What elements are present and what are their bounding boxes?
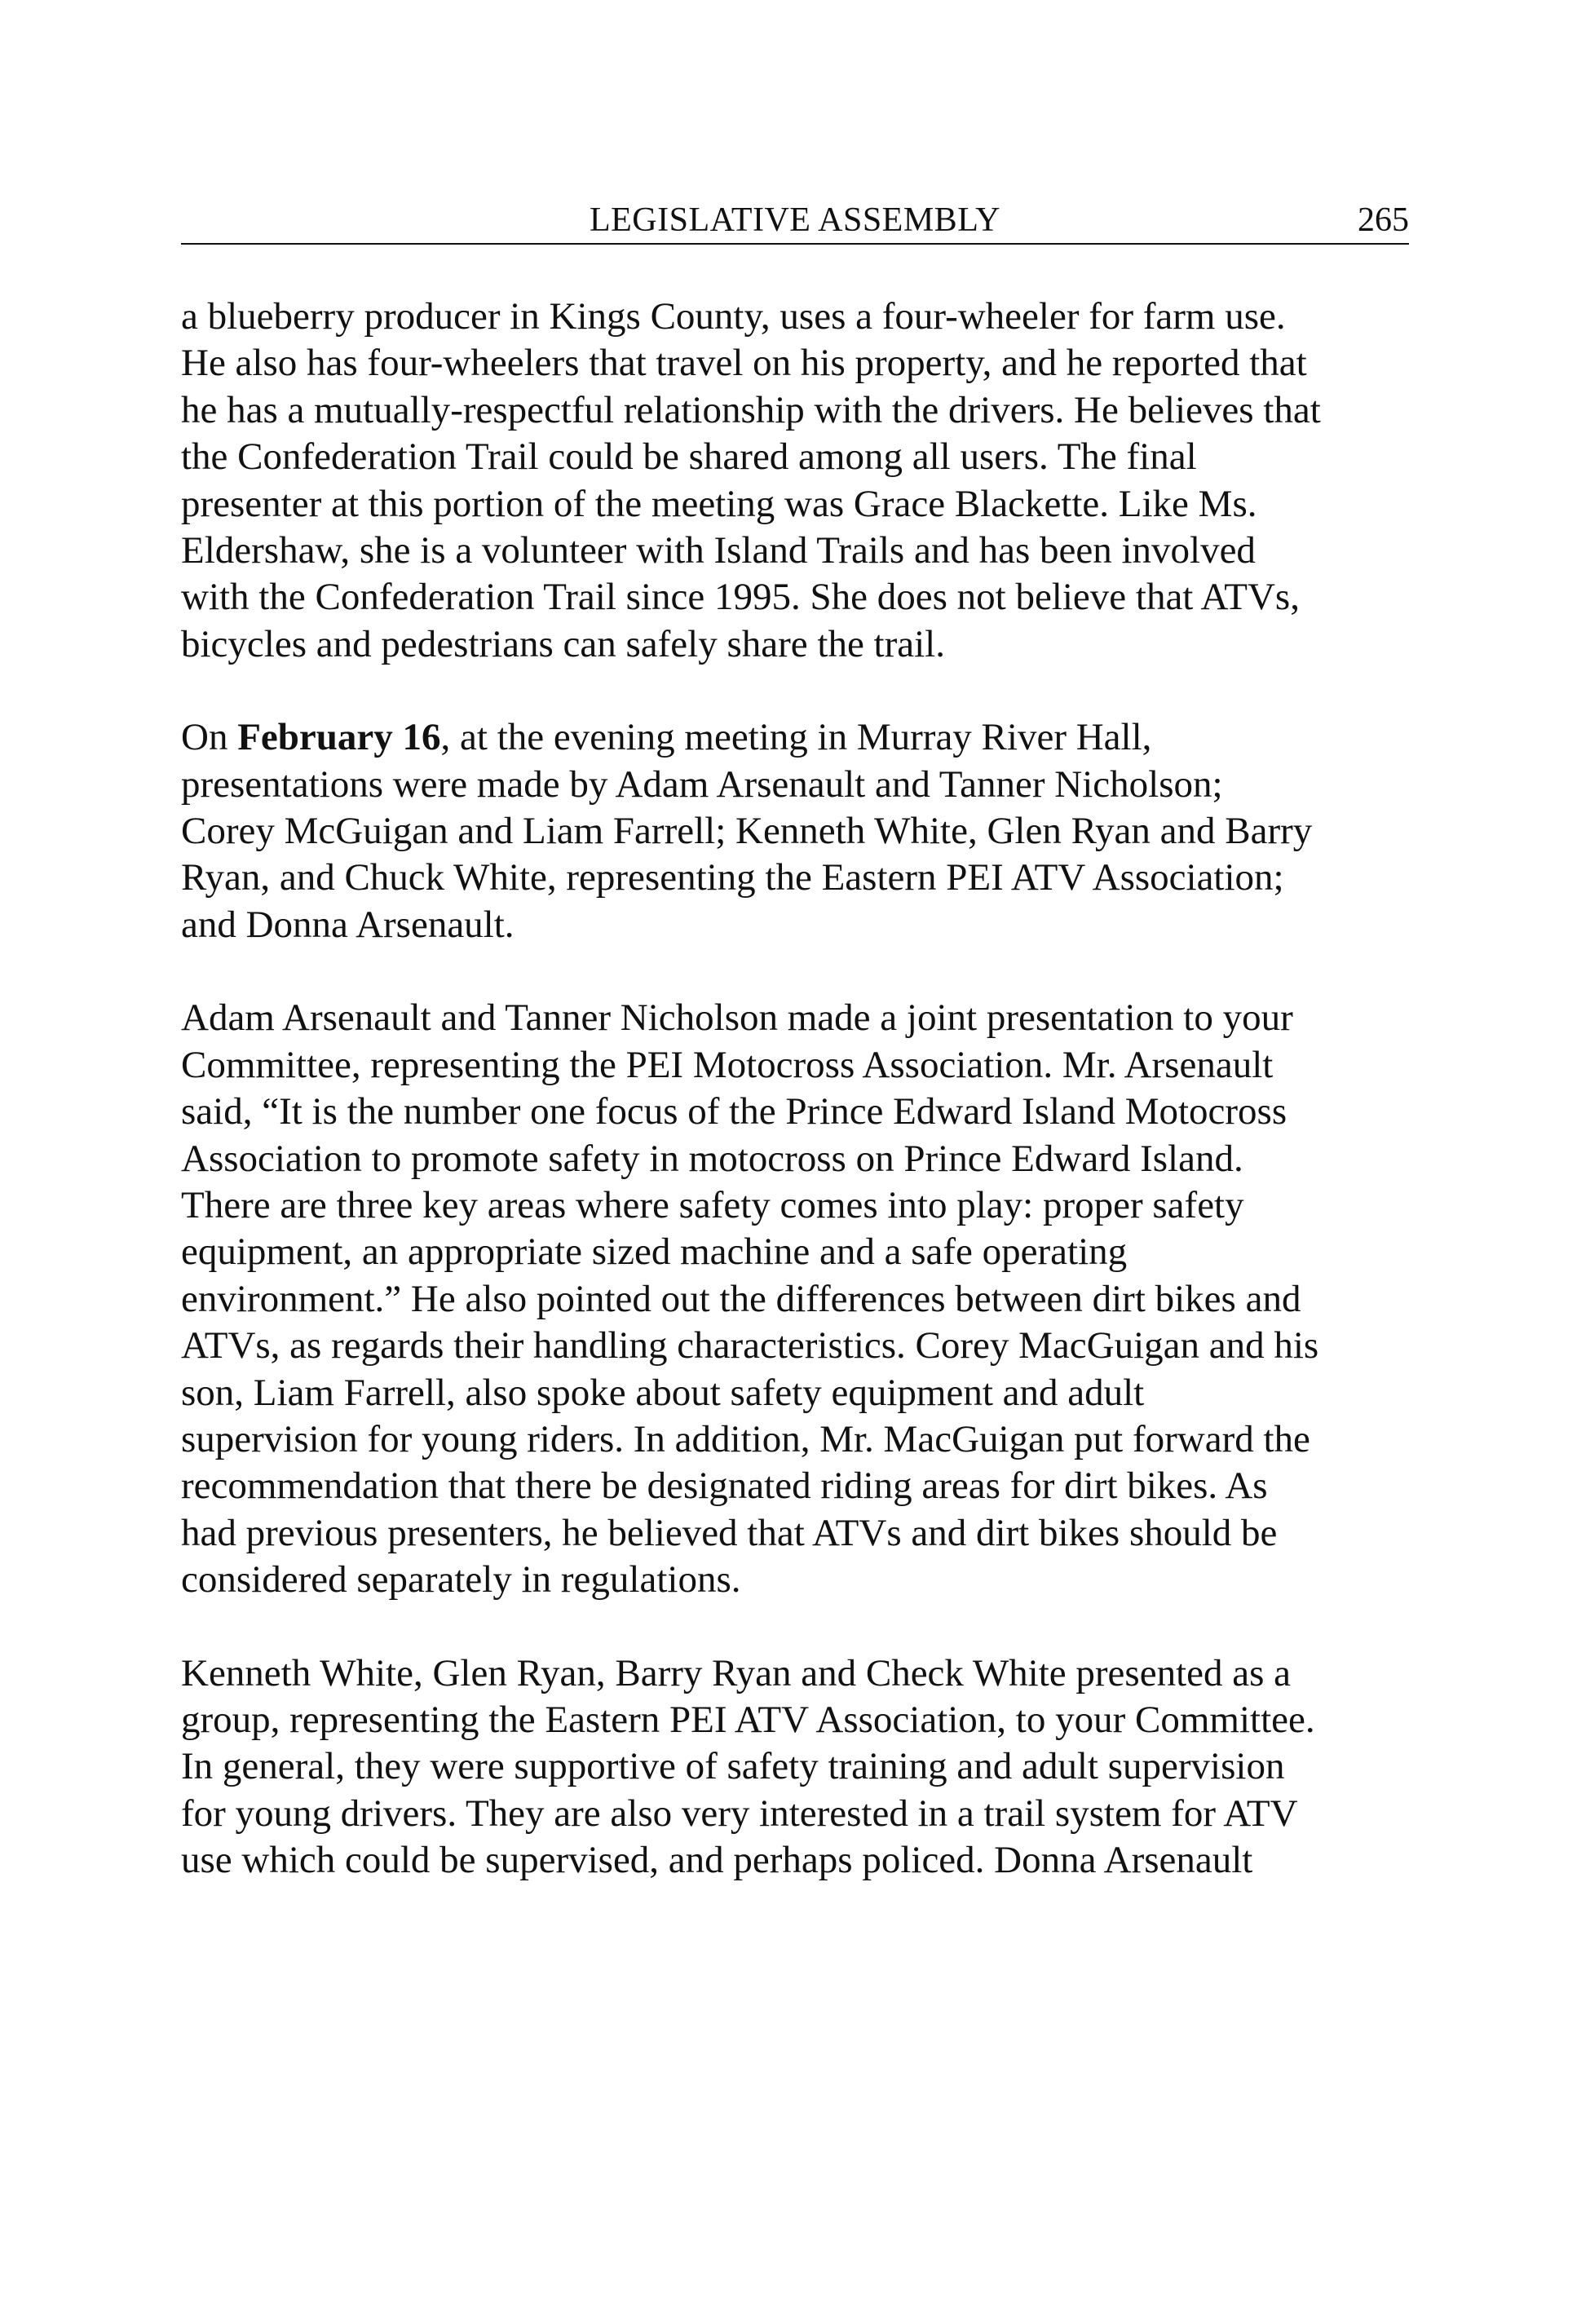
text-line: There are three key areas where safety comes into play: proper safety: [181, 1183, 1244, 1226]
text-line: [181, 714, 1412, 761]
text-line: the Confederation Trail could be shared among all users. The final: [181, 435, 1197, 479]
text-line: Ryan, and Chuck White, representing the Eastern PEI ATV Association;: [181, 856, 1284, 899]
text-line: son, Liam Farrell, also spoke about safety equipment and adult: [181, 1371, 1145, 1414]
text-line: bicycles and pedestrians can safely share the trail.: [181, 622, 945, 665]
paragraph-3: [181, 995, 1412, 1603]
body-text: [181, 294, 1412, 1931]
text-line: Corey McGuigan and Liam Farrell; Kenneth White, Glen Ryan and Barry: [181, 810, 1313, 853]
text-line: Eldershaw, she is a volunteer with Island Trails and has been involved: [181, 529, 1256, 572]
text-line: supervision for young riders. In addition, Mr. MacGuigan put forward the: [181, 1417, 1310, 1460]
text-line: use which could be supervised, and perhaps policed. Donna Arsenault: [181, 1839, 1253, 1882]
text-line: had previous presenters, he believed that ATVs and dirt bikes should be: [181, 1511, 1278, 1554]
paragraph-1: [181, 294, 1412, 668]
text-line: Committee, representing the PEI Motocross Association. Mr. Arsenault: [181, 1043, 1274, 1086]
text-run: On: [181, 716, 238, 759]
running-header: [181, 196, 1409, 245]
text-line: a blueberry producer in Kings County, uses a four-wheeler for farm use.: [181, 295, 1286, 338]
page-number: 265: [1358, 201, 1409, 239]
text-line: he has a mutually-respectful relationship with the drivers. He believes that: [181, 388, 1321, 431]
text-line: presenter at this portion of the meeting was Grace Blackette. Like Ms.: [181, 482, 1257, 525]
text-line: He also has four-wheelers that travel on his property, and he reported that: [181, 342, 1307, 385]
text-line: and Donna Arsenault.: [181, 903, 515, 946]
text-line: equipment, an appropriate sized machine and a safe operating: [181, 1230, 1128, 1274]
text-line: environment.” He also pointed out the differences between dirt bikes and: [181, 1277, 1301, 1320]
text-line: Association to promote safety in motocross on Prince Edward Island.: [181, 1137, 1243, 1180]
text-line: ATVs, as regards their handling characteristics. Corey MacGuigan and his: [181, 1324, 1319, 1367]
text-run: , at the evening meeting in Murray River Hall,: [440, 716, 1152, 759]
text-line: Kenneth White, Glen Ryan, Barry Ryan and Check White presented as a: [181, 1651, 1292, 1694]
text-line: for young drivers. They are also very interested in a trail system for ATV: [181, 1792, 1298, 1835]
header-title: LEGISLATIVE ASSEMBLY: [590, 201, 1000, 239]
meeting-date: February 16: [237, 716, 441, 759]
text-line: group, representing the Eastern PEI ATV Association, to your Committee.: [181, 1698, 1315, 1741]
text-line: said, “It is the number one focus of the Prince Edward Island Motocross: [181, 1090, 1287, 1133]
text-line: with the Confederation Trail since 1995. She does not believe that ATVs,: [181, 576, 1300, 619]
text-line: In general, they were supportive of safety training and adult supervision: [181, 1745, 1285, 1788]
paragraph-2: [181, 714, 1412, 948]
text-line: Adam Arsenault and Tanner Nicholson made a joint presentation to your: [181, 996, 1293, 1040]
text-line: recommendation that there be designated riding areas for dirt bikes. As: [181, 1465, 1268, 1508]
paragraph-4: [181, 1650, 1412, 1884]
text-line: considered separately in regulations.: [181, 1558, 741, 1602]
text-line: presentations were made by Adam Arsenault and Tanner Nicholson;: [181, 762, 1223, 806]
